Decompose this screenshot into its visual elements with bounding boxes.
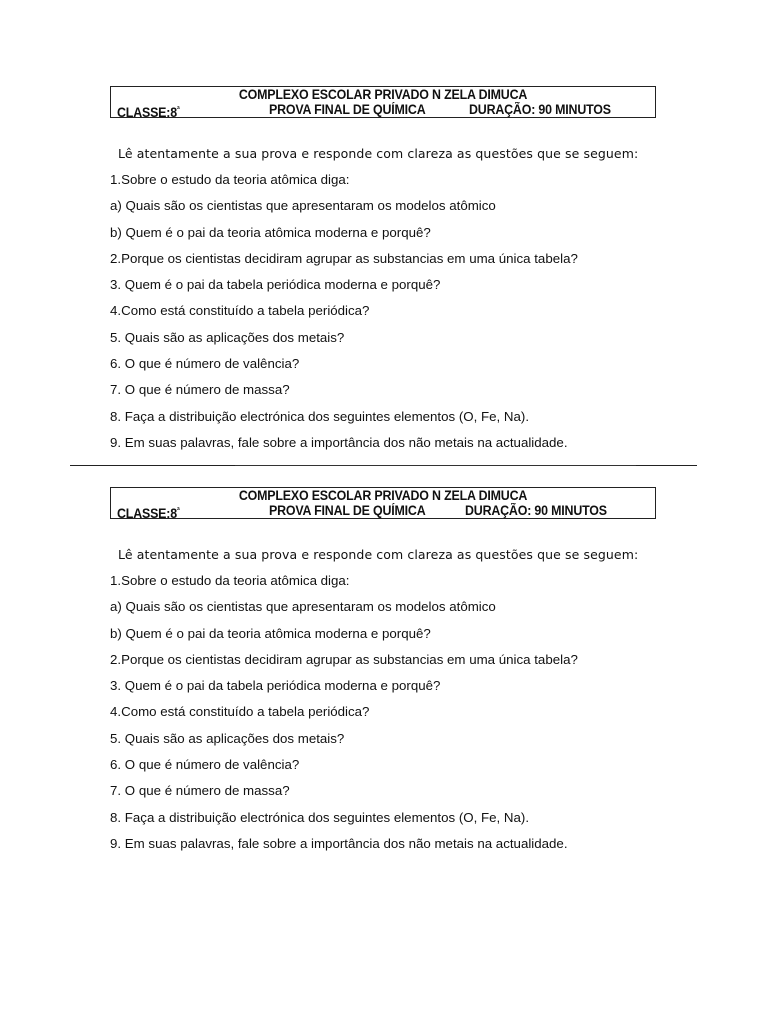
school-name: COMPLEXO ESCOLAR PRIVADO N ZELA DIMUCA xyxy=(238,488,528,503)
question-item: 4.Como está constituído a tabela periódica? xyxy=(110,704,370,720)
question-item: 9. Em suas palavras, fale sobre a importância dos não metais na actualidade. xyxy=(110,434,568,450)
question-item: b) Quem é o pai da teoria atômica moderna e porquê? xyxy=(110,625,431,641)
question-item: 3. Quem é o pai da tabela periódica moderna e porquê? xyxy=(110,277,441,293)
exam-title: PROVA FINAL DE QUÍMICA xyxy=(269,102,426,117)
exam-header-row xyxy=(111,102,655,118)
question-item: a) Quais são os cientistas que apresentaram os modelos atômico xyxy=(110,198,496,214)
exam-header-box xyxy=(110,487,656,519)
question-item: 9. Em suas palavras, fale sobre a importância dos não metais na actualidade. xyxy=(110,835,568,851)
question-item: 6. O que é número de valência? xyxy=(110,356,300,372)
class-label-text: CLASSE:8 xyxy=(117,506,177,521)
exam-header-box xyxy=(110,86,656,118)
question-item: 6. O que é número de valência? xyxy=(110,757,300,773)
exam-instruction: Lê atentamente a sua prova e responde com clareza as questões que se seguem: xyxy=(118,547,639,562)
question-item: 3. Quem é o pai da tabela periódica moderna e porquê? xyxy=(110,678,441,694)
class-label xyxy=(117,102,180,121)
question-item: 8. Faça a distribuição electrónica dos seguintes elementos (O, Fe, Na). xyxy=(110,408,530,424)
cut-line-segment xyxy=(70,465,235,466)
exam-duration: DURAÇÃO: 90 MINUTOS xyxy=(465,503,607,518)
question-item: 7. O que é número de massa? xyxy=(110,783,290,799)
exam-duration: DURAÇÃO: 90 MINUTOS xyxy=(469,102,611,117)
class-ordinal: ª xyxy=(176,506,180,515)
question-list xyxy=(110,573,578,862)
question-item: 1.Sobre o estudo da teoria atômica diga: xyxy=(110,573,350,588)
question-item: a) Quais são os cientistas que apresentaram os modelos atômico xyxy=(110,599,496,615)
question-item: 8. Faça a distribuição electrónica dos seguintes elementos (O, Fe, Na). xyxy=(110,809,530,825)
question-item: 1.Sobre o estudo da teoria atômica diga: xyxy=(110,172,350,187)
question-item: 2.Porque os cientistas decidiram agrupar as substancias em uma única tabela? xyxy=(110,651,578,667)
class-ordinal: ª xyxy=(176,105,180,114)
question-item: b) Quem é o pai da teoria atômica moderna e porquê? xyxy=(110,224,431,240)
exam-sheet-2 xyxy=(0,487,768,851)
exam-title: PROVA FINAL DE QUÍMICA xyxy=(269,503,426,518)
class-label xyxy=(117,503,180,522)
cut-line-segment xyxy=(636,465,697,466)
school-name: COMPLEXO ESCOLAR PRIVADO N ZELA DIMUCA xyxy=(238,87,528,102)
question-item: 4.Como está constituído a tabela periódica? xyxy=(110,303,370,319)
question-item: 7. O que é número de massa? xyxy=(110,382,290,398)
question-item: 5. Quais são as aplicações dos metais? xyxy=(110,329,345,345)
exam-header-row xyxy=(111,503,655,519)
exam-instruction: Lê atentamente a sua prova e responde com clareza as questões que se seguem: xyxy=(118,146,639,161)
question-list xyxy=(110,172,578,461)
question-item: 5. Quais são as aplicações dos metais? xyxy=(110,730,345,746)
class-label-text: CLASSE:8 xyxy=(117,105,177,120)
question-item: 2.Porque os cientistas decidiram agrupar as substancias em uma única tabela? xyxy=(110,250,578,266)
exam-sheet-1 xyxy=(0,86,768,450)
